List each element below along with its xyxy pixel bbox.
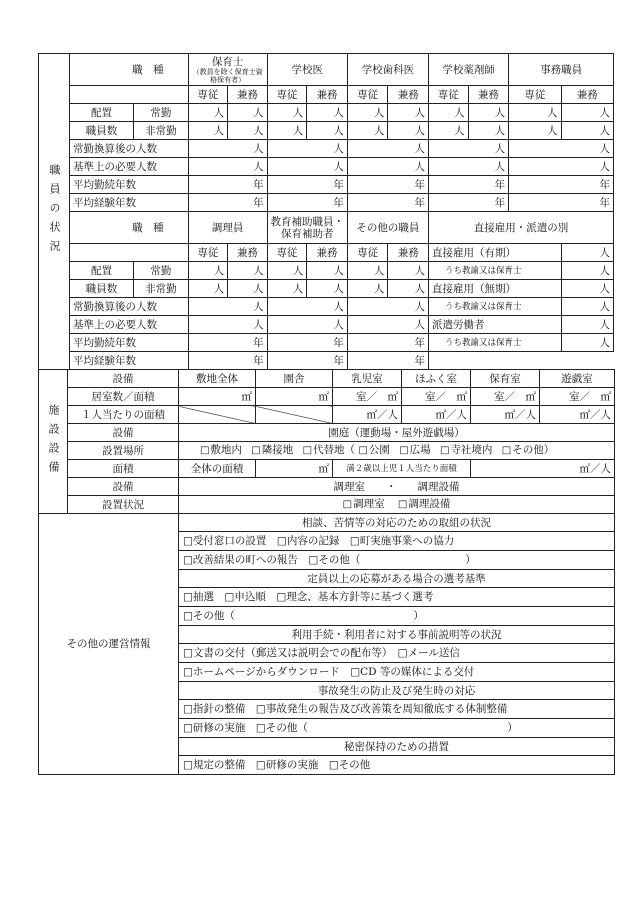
- staff-input-cell[interactable]: 人: [228, 262, 268, 280]
- staff-input-cell[interactable]: 人: [561, 298, 613, 316]
- facility-col: 園舎: [256, 370, 333, 388]
- staff-input-cell[interactable]: 人: [267, 158, 347, 176]
- job-sonota: その他の職員: [347, 212, 428, 244]
- facility-col: 乳児室: [333, 370, 402, 388]
- staff-input-cell[interactable]: 人: [188, 122, 228, 140]
- other-section-label: その他の運営情報: [39, 514, 179, 775]
- form-sheet: [38, 53, 615, 775]
- staff-input-cell[interactable]: 人: [429, 104, 469, 122]
- row-label-tenure: 平均勤続年数: [69, 334, 188, 352]
- row-label-tenure: 平均勤続年数: [69, 176, 188, 194]
- staff-input-cell[interactable]: 人: [267, 122, 307, 140]
- facility-col: 敷地全体: [179, 370, 256, 388]
- job-hojo: 教育補助職員・保育補助者: [267, 212, 347, 244]
- facility-input-cell[interactable]: ㎡: [179, 388, 256, 406]
- staff-input-cell[interactable]: 人: [509, 104, 561, 122]
- staff-input-cell[interactable]: 年: [509, 176, 614, 194]
- facility-col: 遊戯室: [540, 370, 615, 388]
- kitchen-label: 調理室 ・ 調理設備: [179, 478, 615, 496]
- staff-input-cell[interactable]: 人: [267, 104, 307, 122]
- employment-type-header: 直接雇用・派遣の別: [429, 212, 614, 244]
- staff-input-cell[interactable]: 人: [388, 122, 429, 140]
- diagonal-cell: [256, 406, 333, 424]
- staff-input-cell[interactable]: 人: [561, 316, 613, 334]
- staff-input-cell[interactable]: 人: [561, 122, 613, 140]
- facility-input-cell[interactable]: 室／ ㎡: [540, 388, 615, 406]
- staff-input-cell[interactable]: 年: [429, 194, 509, 212]
- row-label-required: 基準上の必要人数: [69, 158, 188, 176]
- row-label-fte: 常勤換算後の人数: [69, 140, 188, 158]
- staff-input-cell[interactable]: 人: [188, 158, 267, 176]
- other-table: [38, 513, 615, 775]
- hijokin-label: 非常勤: [134, 280, 189, 298]
- haichi-label: 配置: [69, 262, 133, 280]
- staff-input-cell[interactable]: 人: [188, 280, 228, 298]
- senju-label: 専従: [188, 244, 228, 262]
- block-line[interactable]: □改善結果の町への報告 □その他（ ）: [179, 551, 615, 570]
- job-type-label: 職 種: [69, 212, 188, 244]
- facility-input-cell[interactable]: 室／ ㎡: [333, 388, 402, 406]
- setsubi-label: 設備: [68, 370, 179, 388]
- staff-input-cell[interactable]: 人: [347, 158, 428, 176]
- kenmu-label: 兼務: [468, 86, 509, 104]
- row-label-fte: 常勤換算後の人数: [69, 298, 188, 316]
- facility-section-label: 施設設備: [39, 370, 68, 514]
- staff-input-cell[interactable]: 人: [267, 298, 347, 316]
- checkbox[interactable]: □: [358, 445, 368, 456]
- staff-input-cell[interactable]: 年: [509, 194, 614, 212]
- staff-input-cell[interactable]: 人: [228, 122, 268, 140]
- staff-input-cell[interactable]: 人: [509, 122, 561, 140]
- staff-input-cell[interactable]: 人: [509, 158, 614, 176]
- staff-input-cell[interactable]: 人: [307, 122, 348, 140]
- blank-cell: [429, 352, 614, 370]
- block-title: 秘密保持のための措置: [179, 738, 615, 756]
- staff-input-cell[interactable]: 人: [188, 316, 267, 334]
- blank-cell: [69, 86, 188, 104]
- staff-input-cell[interactable]: 人: [188, 104, 228, 122]
- diagonal-cell: [179, 406, 256, 424]
- staff-input-cell[interactable]: 人: [228, 104, 268, 122]
- staff-input-cell[interactable]: 人: [307, 280, 348, 298]
- senju-label: 専従: [267, 86, 307, 104]
- block-line[interactable]: □指針の整備 □事故発生の報告及び改善策を周知徹底する体制整備: [179, 700, 615, 719]
- checkbox[interactable]: □: [439, 445, 450, 456]
- staff-input-cell[interactable]: 人: [267, 140, 347, 158]
- employment-sub-label: うち教諭又は保育士: [429, 262, 562, 280]
- block-title: 相談、苦情等の対応のための取組の状況: [179, 514, 615, 532]
- job-chori: 調理員: [188, 212, 267, 244]
- checkbox[interactable]: □: [251, 445, 261, 456]
- facility-table: [38, 369, 615, 514]
- kenmu-label: 兼務: [228, 86, 268, 104]
- facility-input-cell[interactable]: ㎡／人: [471, 406, 540, 424]
- staff-input-cell[interactable]: 人: [429, 122, 469, 140]
- staff-input-cell[interactable]: 人: [429, 158, 509, 176]
- staff-input-cell[interactable]: 年: [429, 176, 509, 194]
- total-area-label: 全体の面積: [179, 460, 256, 478]
- shokuinsu-label: 職員数: [69, 280, 133, 298]
- option-label: 広場: [409, 444, 431, 456]
- staff-input-cell[interactable]: 年: [267, 334, 347, 352]
- job-jimu: 事務職員: [509, 54, 614, 86]
- staff-input-cell[interactable]: 人: [307, 262, 348, 280]
- option-label: 隣接地: [261, 444, 294, 456]
- room-area-label: 居室数／面積: [68, 388, 179, 406]
- staff-input-cell[interactable]: 年: [347, 176, 428, 194]
- block-line[interactable]: □受付窓口の設置 □内容の記録 □町実施事業への協力: [179, 532, 615, 551]
- staff-input-cell[interactable]: 年: [188, 352, 267, 370]
- staff-input-cell[interactable]: 人: [388, 280, 429, 298]
- employment-sub-label: うち教諭又は保育士: [429, 298, 562, 316]
- staff-input-cell[interactable]: 人: [561, 334, 613, 352]
- staff-section-label: 職員の状況: [39, 54, 70, 370]
- staff-input-cell[interactable]: 人: [347, 140, 428, 158]
- staff-input-cell[interactable]: 年: [188, 334, 267, 352]
- senju-label: 専従: [267, 244, 307, 262]
- block-title: 事故発生の防止及び発生時の対応: [179, 682, 615, 700]
- option-label: 代替地（: [313, 444, 356, 456]
- facility-input-cell[interactable]: ㎡: [256, 460, 333, 478]
- shokuinsu-label: 職員数: [69, 122, 133, 140]
- block-line[interactable]: □文書の交付（郵送又は説明会での配布等） □メール送信: [179, 644, 615, 663]
- staff-input-cell[interactable]: 人: [228, 280, 268, 298]
- option-label: 公園: [368, 444, 390, 456]
- staff-input-cell[interactable]: 人: [307, 104, 348, 122]
- facility-input-cell[interactable]: ㎡／人: [471, 460, 615, 478]
- status-label: 設置状況: [68, 496, 179, 514]
- checkbox[interactable]: □: [399, 445, 409, 456]
- staff-input-cell[interactable]: 人: [388, 262, 429, 280]
- option-label: 調理室: [353, 498, 385, 510]
- kenmu-label: 兼務: [388, 86, 429, 104]
- staff-input-cell[interactable]: 人: [468, 104, 509, 122]
- employment-dispatch-label: 派遣労働者: [429, 316, 562, 334]
- staff-input-cell[interactable]: 人: [188, 298, 267, 316]
- haichi-label: 配置: [69, 104, 133, 122]
- over2-label: 満２歳以上児１人当たり面積: [333, 460, 471, 478]
- per-person-label: １人当たりの面積: [68, 406, 179, 424]
- staff-input-cell[interactable]: 人: [267, 316, 347, 334]
- block-line[interactable]: □研修の実施 □その他（ ）: [179, 719, 615, 738]
- kenmu-label: 兼務: [228, 244, 268, 262]
- staff-input-cell[interactable]: 人: [561, 280, 613, 298]
- senju-label: 専従: [188, 86, 228, 104]
- staff-input-cell[interactable]: 人: [561, 244, 613, 262]
- staff-input-cell[interactable]: 年: [347, 352, 428, 370]
- senju-label: 専従: [347, 244, 388, 262]
- facility-col: ほふく室: [402, 370, 471, 388]
- menseki-label: 面積: [68, 460, 179, 478]
- option-label: 調理設備: [408, 498, 451, 510]
- staff-input-cell[interactable]: 人: [347, 262, 388, 280]
- jokin-label: 常勤: [134, 262, 189, 280]
- place-options: [179, 442, 615, 460]
- block-line[interactable]: □抽選 □申込順 □理念、基本方針等に基づく選考: [179, 588, 615, 607]
- staff-input-cell[interactable]: 人: [347, 280, 388, 298]
- staff-input-cell[interactable]: 人: [429, 140, 509, 158]
- staff-input-cell[interactable]: 年: [267, 352, 347, 370]
- block-line[interactable]: □ホームページからダウンロード □CD 等の媒体による交付: [179, 663, 615, 682]
- staff-input-cell[interactable]: 人: [388, 104, 429, 122]
- employment-permanent-label: 直接雇用（無期）: [429, 280, 562, 298]
- facility-input-cell[interactable]: 室／ ㎡: [402, 388, 471, 406]
- setsubi-label: 設備: [68, 424, 179, 442]
- facility-input-cell[interactable]: 室／ ㎡: [471, 388, 540, 406]
- block-line[interactable]: □その他（ ）: [179, 607, 615, 626]
- facility-input-cell[interactable]: ㎡／人: [402, 406, 471, 424]
- senju-label: 専従: [429, 86, 469, 104]
- staff-input-cell[interactable]: 人: [267, 262, 307, 280]
- setsubi-label: 設備: [68, 478, 179, 496]
- block-line[interactable]: □規定の整備 □研修の実施 □その他: [179, 756, 615, 775]
- facility-input-cell[interactable]: ㎡／人: [540, 406, 615, 424]
- employment-fixed-label: 直接雇用（有期）: [429, 244, 562, 262]
- staff-input-cell[interactable]: 人: [267, 280, 307, 298]
- facility-col: 保育室: [471, 370, 540, 388]
- option-label: その他）: [512, 444, 555, 456]
- job-yakuzaishi: 学校薬剤師: [429, 54, 509, 86]
- staff-input-cell[interactable]: 年: [347, 194, 428, 212]
- facility-input-cell[interactable]: ㎡: [256, 388, 333, 406]
- staff-input-cell[interactable]: 人: [347, 104, 388, 122]
- jokin-label: 常勤: [134, 104, 189, 122]
- blank-cell: [69, 244, 188, 262]
- job-gakkoi: 学校医: [267, 54, 347, 86]
- staff-input-cell[interactable]: 年: [267, 176, 347, 194]
- facility-input-cell[interactable]: ㎡／人: [333, 406, 402, 424]
- kenmu-label: 兼務: [561, 86, 613, 104]
- staff-input-cell[interactable]: 年: [267, 194, 347, 212]
- row-label-experience: 平均経験年数: [69, 352, 188, 370]
- checkbox[interactable]: □: [302, 445, 313, 456]
- job-shikai: 学校歯科医: [347, 54, 428, 86]
- kenmu-label: 兼務: [307, 244, 348, 262]
- staff-input-cell[interactable]: 人: [347, 316, 428, 334]
- job-hoikushi: 保育士 （教員を除く保育士資格保有者）: [188, 54, 267, 86]
- kenmu-label: 兼務: [388, 244, 429, 262]
- staff-input-cell[interactable]: 人: [347, 298, 428, 316]
- row-label-experience: 平均経験年数: [69, 194, 188, 212]
- checkbox[interactable]: □: [501, 445, 512, 456]
- staff-input-cell[interactable]: 人: [188, 140, 267, 158]
- senju-label: 専従: [347, 86, 388, 104]
- job-type-label: 職 種: [69, 54, 188, 86]
- option-label: 敷地内: [210, 444, 242, 456]
- hijokin-label: 非常勤: [134, 122, 189, 140]
- checkbox[interactable]: □: [397, 499, 408, 510]
- staff-input-cell[interactable]: 人: [561, 262, 613, 280]
- staff-input-cell[interactable]: 人: [347, 122, 388, 140]
- staff-input-cell[interactable]: 人: [188, 262, 228, 280]
- staff-input-cell[interactable]: 人: [468, 122, 509, 140]
- row-label-required: 基準上の必要人数: [69, 316, 188, 334]
- staff-input-cell[interactable]: 人: [561, 104, 613, 122]
- staff-input-cell[interactable]: 人: [509, 140, 614, 158]
- option-label: 寺社境内: [450, 444, 493, 456]
- checkbox[interactable]: □: [200, 445, 210, 456]
- kenmu-label: 兼務: [307, 86, 348, 104]
- employment-sub-label: うち教諭又は保育士: [429, 334, 562, 352]
- staff-input-cell[interactable]: 年: [188, 194, 267, 212]
- senju-label: 専従: [509, 86, 561, 104]
- block-title: 利用手続・利用者に対する事前説明等の状況: [179, 626, 615, 644]
- staff-table: [38, 53, 614, 370]
- staff-input-cell[interactable]: 年: [188, 176, 267, 194]
- kitchen-options: [179, 496, 615, 514]
- block-title: 定員以上の応募がある場合の選考基準: [179, 570, 615, 588]
- place-label: 設置場所: [68, 442, 179, 460]
- garden-label: 園庭（運動場・屋外遊戯場）: [179, 424, 615, 442]
- staff-input-cell[interactable]: 年: [347, 334, 428, 352]
- checkbox[interactable]: □: [342, 499, 353, 510]
